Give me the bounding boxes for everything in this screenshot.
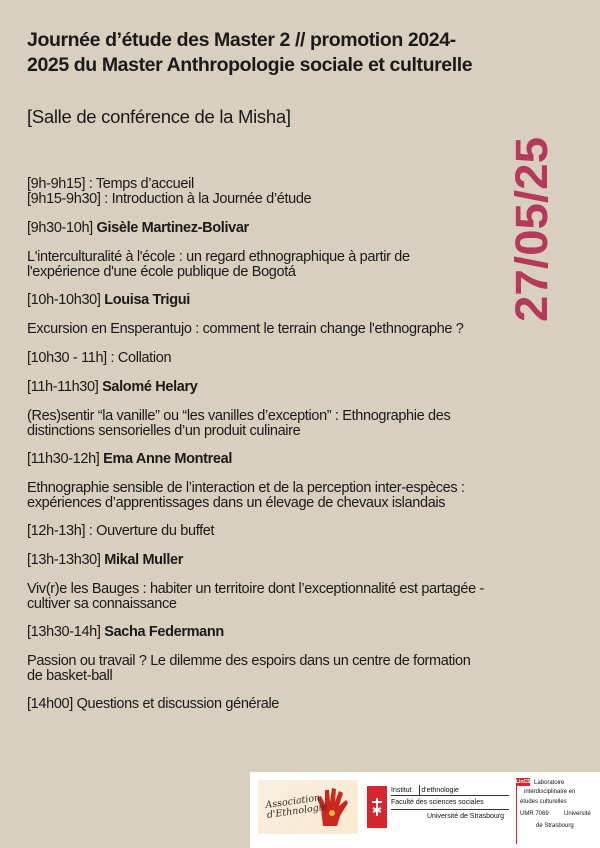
page-title bbox=[27, 28, 567, 78]
speaker-name: Mikal Muller bbox=[104, 552, 184, 568]
talk-title-3: (Res)sentir “la vanille” ou “les vanilles d’exception” : Ethnographie des distinctions sensorielles d’un produit culinaire bbox=[27, 408, 451, 439]
association-logo bbox=[258, 780, 358, 834]
venue: [Salle de conférence de la Misha] bbox=[27, 106, 291, 127]
talk-title-6: Passion ou travail ? Le dilemme des espoirs dans un centre de formation de basket-ball bbox=[27, 653, 471, 684]
speaker-name: Salomé Helary bbox=[102, 379, 198, 395]
speaker-name: Sacha Federmann bbox=[104, 624, 224, 640]
title-line-2: 2025 du Master Anthropologie sociale et culturelle bbox=[27, 54, 473, 76]
program-slot-4: [11h30-12h] Ema Anne Montreal bbox=[27, 451, 233, 467]
speaker-name: Ema Anne Montreal bbox=[103, 451, 233, 467]
program-item-discussion: [14h00] Questions et discussion générale bbox=[27, 696, 280, 712]
institut-ethnologie-logo: Institut d'ethnologie Faculté des sciences sociales Université de Strasbourg bbox=[367, 782, 513, 832]
program-slot-5: [13h-13h30] Mikal Muller bbox=[27, 552, 184, 568]
program-item-break: [10h30 - 11h] : Collation bbox=[27, 350, 172, 366]
title-line-1: Journée d’étude des Master 2 // promotion 2024- bbox=[27, 29, 456, 51]
talk-title-5: Viv(r)e les Bauges : habiter un territoire dont l’exceptionnalité est partagée - cultiver sa connaissance bbox=[27, 581, 484, 612]
lincs-logo: LinCS Laboratoire interdisciplinaire en études culturelles UMR 7069 Université de Strasbourg bbox=[516, 778, 598, 844]
program-slot-3: [11h-11h30] Salomé Helary bbox=[27, 379, 198, 395]
program-item-welcome: [9h-9h15] : Temps d’accueil [9h15-9h30] : Introduction à la Journée d’étude bbox=[27, 176, 312, 207]
strasbourg-emblem-icon bbox=[367, 786, 387, 828]
program-item-buffet: [12h-13h] : Ouverture du buffet bbox=[27, 523, 215, 539]
speaker-name: Louisa Trigui bbox=[104, 292, 190, 308]
program-slot-6: [13h30-14h] Sacha Federmann bbox=[27, 624, 224, 640]
program-slot-1: [9h30-10h] Gisèle Martinez-Bolivar bbox=[27, 220, 249, 236]
talk-title-4: Ethnographie sensible de l’interaction et de la perception inter-espèces : expériences d’apprentissages dans un élevage de chevaux islandais bbox=[27, 480, 465, 511]
footer-logos bbox=[250, 772, 600, 848]
association-logo-text: Association d'Ethnologie bbox=[264, 792, 329, 821]
talk-title-2: Excursion en Ensperantujo : comment le terrain change l'ethnographe ? bbox=[27, 321, 464, 337]
event-date-text: 27/05/25 bbox=[506, 146, 557, 322]
speaker-name: Gisèle Martinez-Bolivar bbox=[96, 220, 249, 236]
talk-title-1: L'interculturalité à l'école : un regard ethnographique à partir de l'expérience d'une école publique de Bogotá bbox=[27, 249, 410, 280]
program-slot-2: [10h-10h30] Louisa Trigui bbox=[27, 292, 190, 308]
